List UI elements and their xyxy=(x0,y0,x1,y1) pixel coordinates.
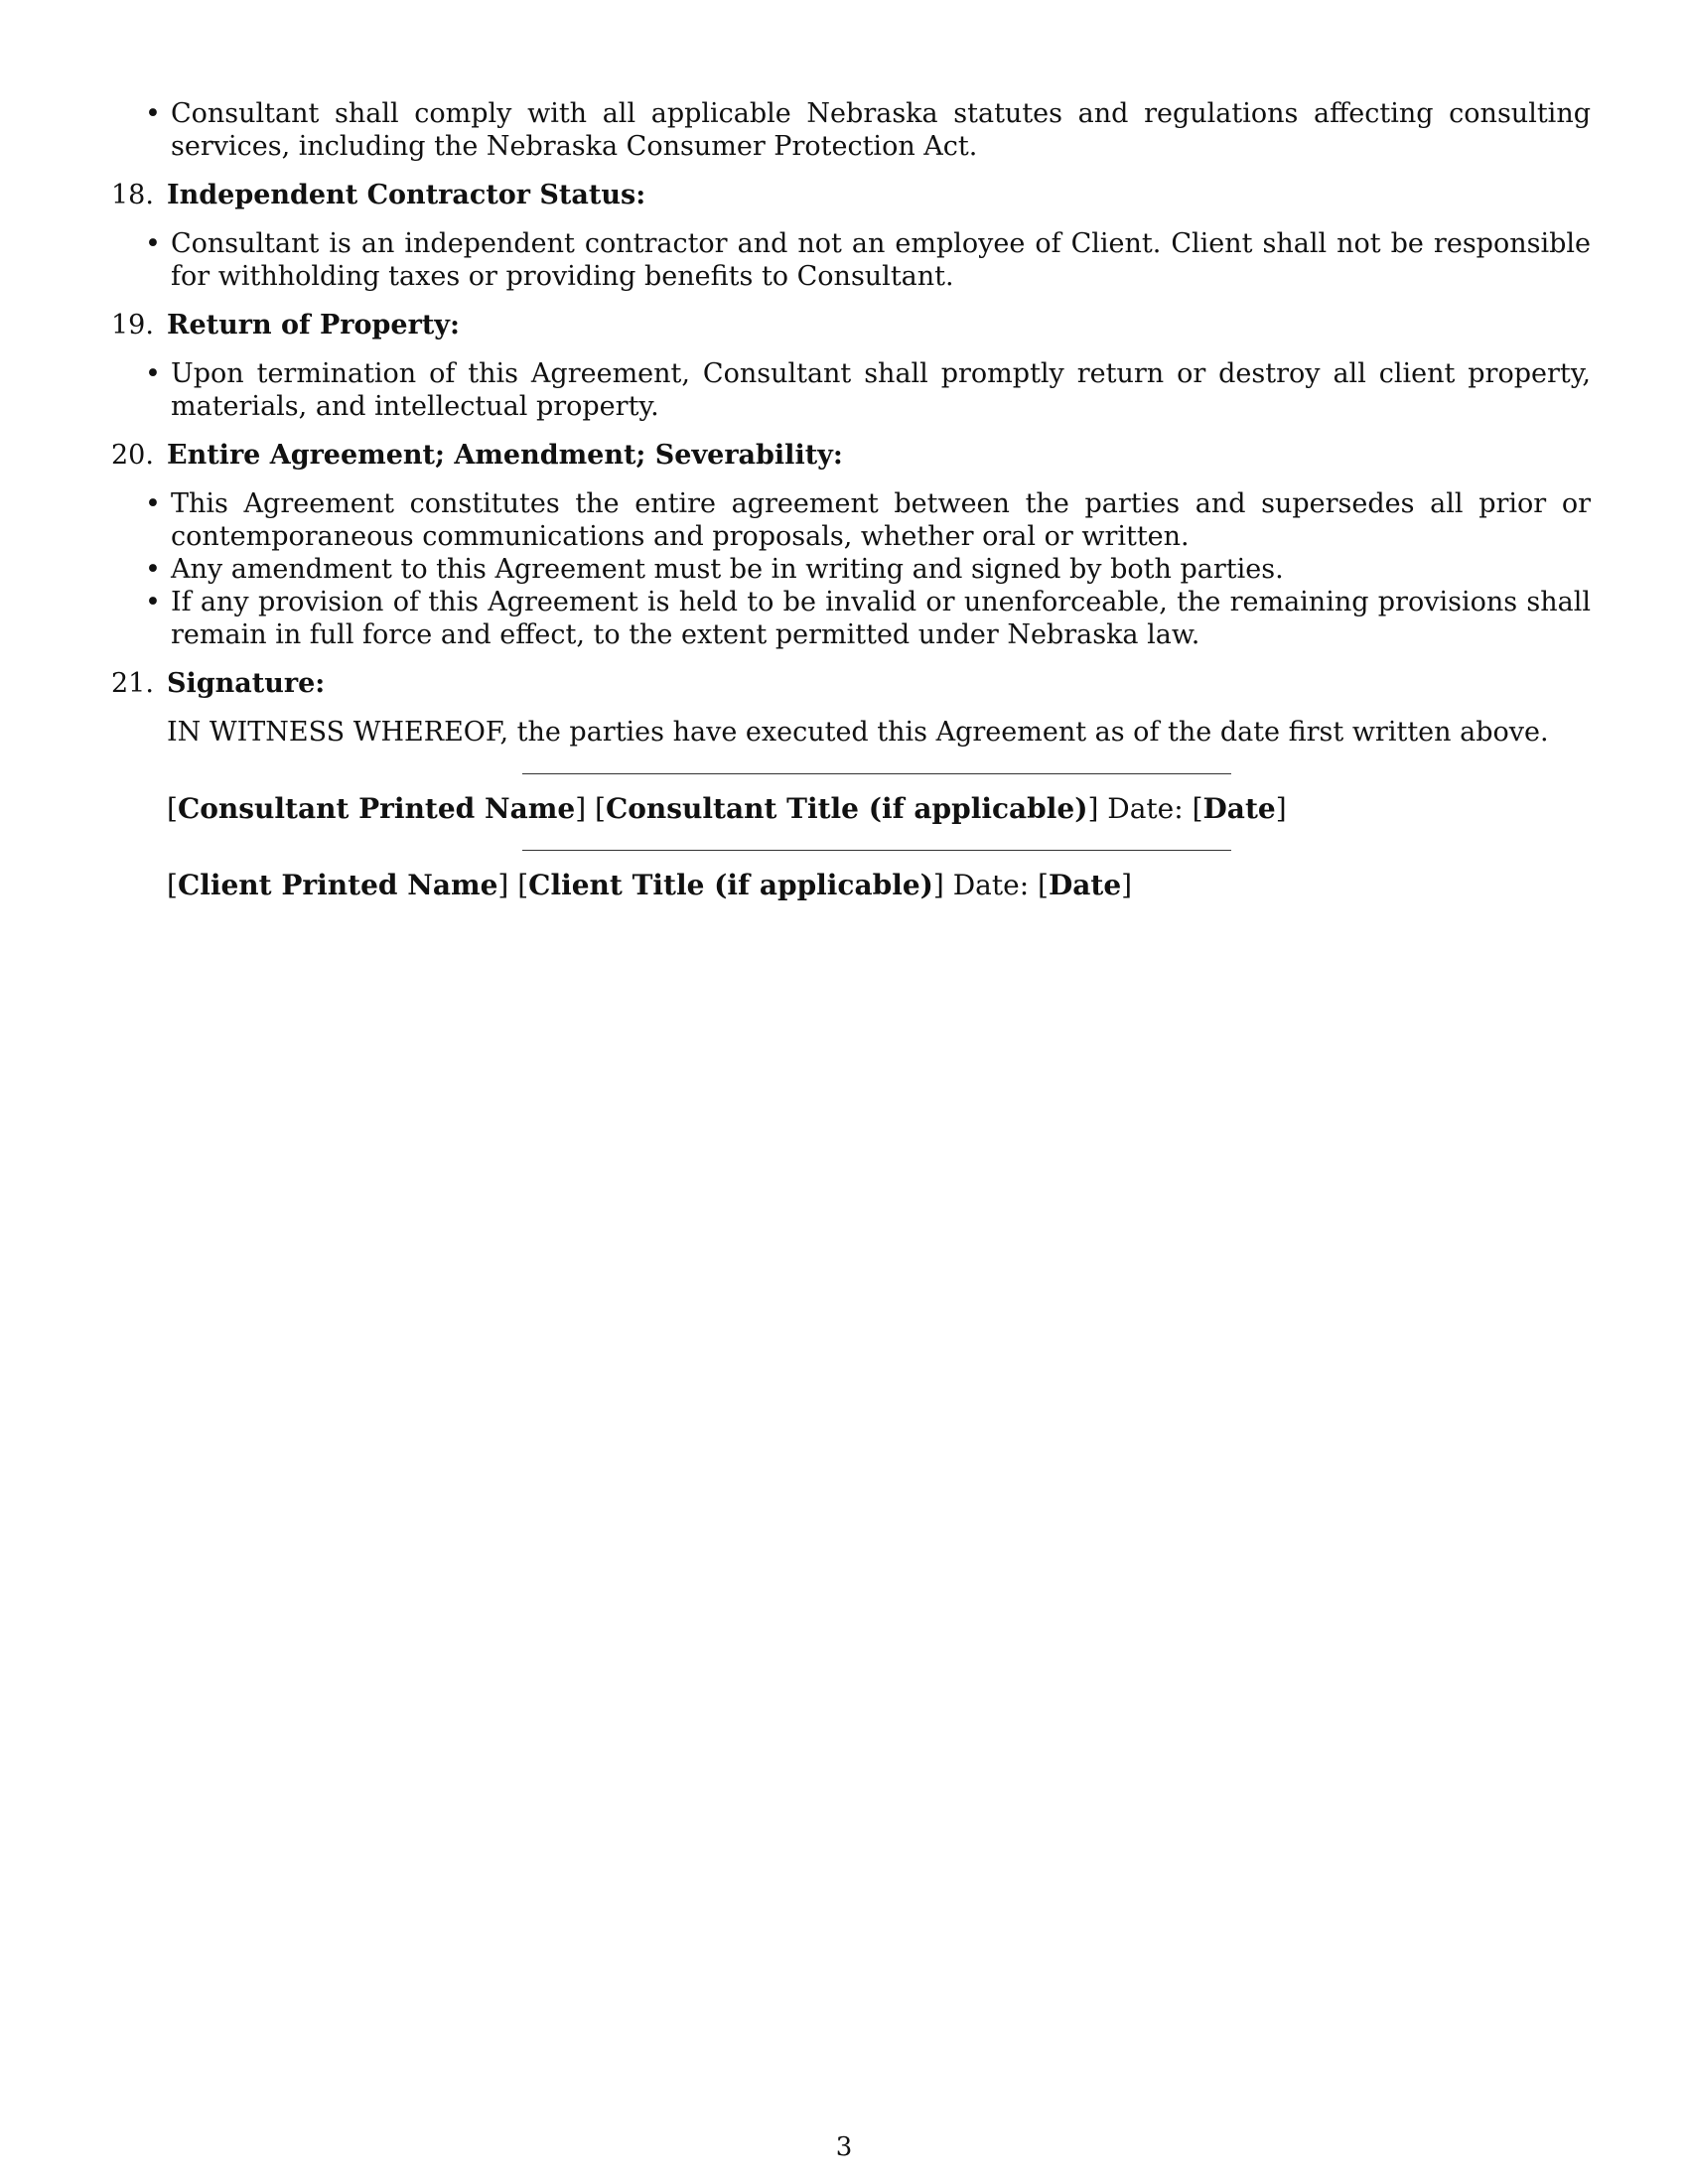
signer-name-placeholder: Consultant Printed Name xyxy=(177,792,576,825)
witness-statement: IN WITNESS WHEREOF, the parties have executed this Agreement as of the date first written above. xyxy=(167,717,1549,748)
list-item xyxy=(145,357,1591,423)
document-content xyxy=(111,97,1591,901)
signer-title-placeholder: Client Title (if applicable) xyxy=(528,869,933,901)
section-21-signature xyxy=(111,667,1591,901)
section-heading xyxy=(111,309,1591,341)
list-item-text: Any amendment to this Agreement must be in writing and signed by both parties. xyxy=(171,554,1284,585)
section-heading xyxy=(111,439,1591,472)
list-item xyxy=(145,586,1591,651)
section-number: 20. xyxy=(111,440,154,471)
list-item xyxy=(145,553,1591,586)
bullet-icon: • xyxy=(145,587,161,617)
bullet-icon: • xyxy=(145,358,161,389)
signer-details: [Client Printed Name] [Client Title (if applicable)] Date: [Date] xyxy=(167,869,1133,901)
continued-bullet-list xyxy=(111,97,1591,163)
list-item xyxy=(145,97,1591,163)
date-label: Date: xyxy=(1107,792,1184,825)
list-item xyxy=(145,227,1591,293)
bullet-icon: • xyxy=(145,228,161,259)
section-heading xyxy=(111,179,1591,211)
signature-block-client xyxy=(111,850,1591,901)
date-placeholder: Date xyxy=(1202,792,1276,825)
section-20 xyxy=(111,439,1591,651)
section-title: Return of Property: xyxy=(167,310,460,341)
section-title: Signature: xyxy=(167,668,326,699)
section-number: 21. xyxy=(111,668,154,699)
signer-details: [Consultant Printed Name] [Consultant Title (if applicable)] Date: [Date] xyxy=(167,792,1287,825)
signer-name-placeholder: Client Printed Name xyxy=(177,869,498,901)
list-item-text: Consultant shall comply with all applicable Nebraska statutes and regulations affecting consulting services, including the Nebraska Consumer Protection Act. xyxy=(171,98,1591,162)
signature-line[interactable] xyxy=(522,850,1231,851)
page-number: 3 xyxy=(835,2132,853,2162)
bullet-icon: • xyxy=(145,98,161,129)
section-bullet-list xyxy=(111,487,1591,651)
bullet-icon: • xyxy=(145,488,161,519)
list-item-text: Upon termination of this Agreement, Consultant shall promptly return or destroy all client property, materials, and intellectual property. xyxy=(171,358,1591,422)
list-item xyxy=(145,487,1591,553)
list-item-text: If any provision of this Agreement is held to be invalid or unenforceable, the remaining provisions shall remain in full force and effect, to the extent permitted under Nebraska law. xyxy=(171,587,1591,650)
section-number: 18. xyxy=(111,180,154,210)
signer-title-placeholder: Consultant Title (if applicable) xyxy=(605,792,1088,825)
section-bullet-list xyxy=(111,357,1591,423)
date-placeholder: Date xyxy=(1048,869,1122,901)
section-title: Entire Agreement; Amendment; Severability: xyxy=(167,440,843,471)
signature-block-consultant xyxy=(111,773,1591,825)
section-bullet-list xyxy=(111,227,1591,293)
section-title: Independent Contractor Status: xyxy=(167,180,646,210)
section-19 xyxy=(111,309,1591,423)
section-number: 19. xyxy=(111,310,154,341)
bullet-icon: • xyxy=(145,554,161,585)
section-18 xyxy=(111,179,1591,293)
section-heading xyxy=(111,667,1591,700)
signature-line[interactable] xyxy=(522,773,1231,774)
list-item-text: Consultant is an independent contractor and not an employee of Client. Client shall not be responsible for withholding taxes or providing benefits to Consultant. xyxy=(171,228,1591,292)
date-label: Date: xyxy=(952,869,1030,901)
list-item-text: This Agreement constitutes the entire agreement between the parties and supersedes all prior or contemporaneous communications and proposals, whether oral or written. xyxy=(171,488,1591,552)
